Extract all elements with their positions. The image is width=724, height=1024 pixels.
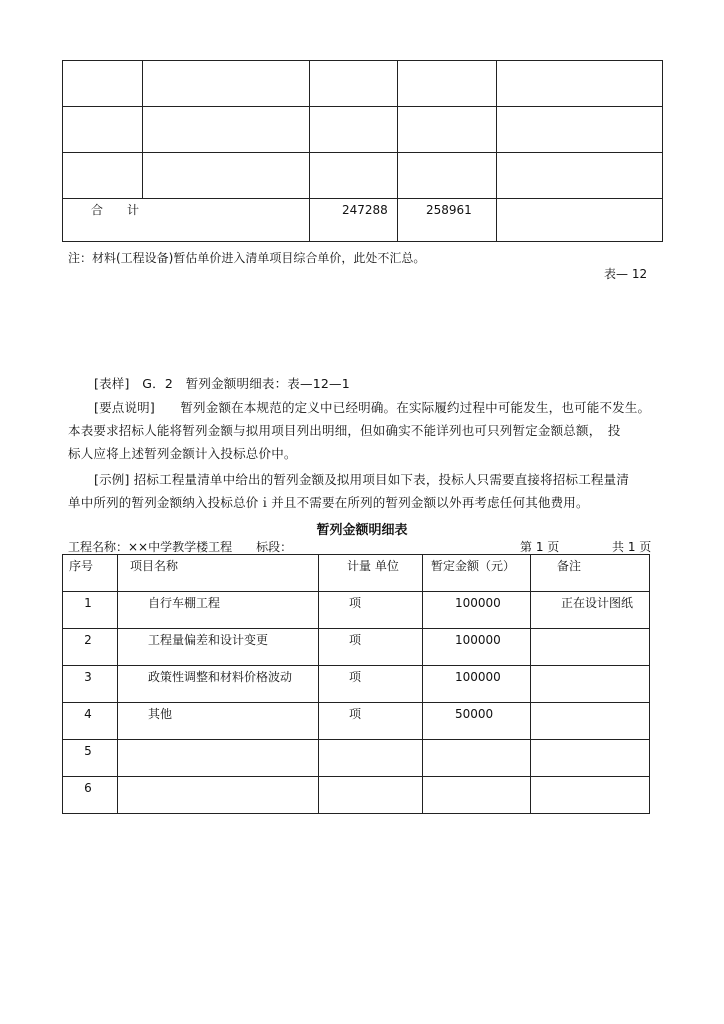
- total-value-2: 258961: [426, 203, 472, 217]
- row-item: 自行车棚工程: [148, 596, 221, 610]
- row-unit: 项: [349, 596, 362, 610]
- table-row: [63, 740, 650, 777]
- row-remark: 正在设计图纸: [561, 596, 634, 610]
- row-unit: 项: [349, 707, 362, 721]
- row-remark: [531, 703, 649, 707]
- detail-table-title: 暂列金额明细表: [316, 523, 408, 538]
- row-amount: 100000: [455, 596, 501, 610]
- provisional-sum-table: [62, 554, 650, 814]
- row-seq: 3: [84, 670, 92, 684]
- table-row: [63, 61, 663, 107]
- materials-table: [62, 60, 663, 242]
- header-unit: 计量 单位: [347, 559, 399, 573]
- row-amount: 100000: [455, 670, 501, 684]
- table-note: 注：材料(工程设备)暂估单价进入清单项目综合单价，此处不汇总。: [68, 251, 426, 265]
- table-row: [63, 107, 663, 153]
- total-value-1: 247288: [342, 203, 388, 217]
- row-item: 政策性调整和材料价格波动: [148, 670, 293, 684]
- example-line-2: 单中所列的暂列金额纳入投标总价ｉ并且不需要在所列的暂列金额以外再考虑任何其他费用。: [68, 495, 589, 510]
- total-pages: 共 1 页: [612, 540, 652, 554]
- row-amount: 50000: [455, 707, 494, 721]
- project-name: 工程名称：××中学教学楼工程 标段：: [68, 540, 293, 554]
- total-row: [63, 199, 663, 242]
- header-amount: 暂定金额（元）: [431, 559, 516, 573]
- explanation-line-1: [要点说明] 暂列金额在本规范的定义中已经明确。在实际履约过程中可能发生，也可能不发生。: [94, 400, 651, 415]
- example-line-1: [示例] 招标工程量清单中给出的暂列金额及拟用项目如下表，投标人只需要直接将招标工程量清: [94, 472, 630, 487]
- row-item: 其他: [148, 707, 173, 721]
- header-remark: 备注: [557, 559, 582, 573]
- explanation-line-3: 标人应将上述暂列金额计入投标总价中。: [68, 446, 297, 461]
- header-seq: 序号: [69, 559, 94, 573]
- header-item: 项目名称: [130, 559, 179, 573]
- section-heading: [表样] G．2 暂列金额明细表：表—12—1: [94, 376, 350, 391]
- row-item: 工程量偏差和设计变更: [148, 633, 269, 647]
- table-row: [63, 592, 650, 629]
- header-row: [63, 555, 650, 592]
- row-seq: 6: [84, 781, 92, 795]
- total-label: 合 计: [91, 203, 140, 217]
- table-row: [63, 629, 650, 666]
- row-unit: 项: [349, 633, 362, 647]
- row-amount: 100000: [455, 633, 501, 647]
- row-seq: 2: [84, 633, 92, 647]
- row-remark: [531, 629, 649, 633]
- row-unit: 项: [349, 670, 362, 684]
- table-row: [63, 153, 663, 199]
- table-row: [63, 703, 650, 740]
- row-seq: 5: [84, 744, 92, 758]
- row-seq: 4: [84, 707, 92, 721]
- table-row: [63, 777, 650, 814]
- row-remark: [531, 666, 649, 670]
- explanation-line-2: 本表要求招标人能将暂列金额与拟用项目列出明细，但如确实不能详列也可只列暂定金额总额， 投: [68, 423, 621, 438]
- row-seq: 1: [84, 596, 92, 610]
- table-id: 表— 12: [604, 267, 648, 281]
- table-row: [63, 666, 650, 703]
- page-info: 第 1 页: [520, 540, 560, 554]
